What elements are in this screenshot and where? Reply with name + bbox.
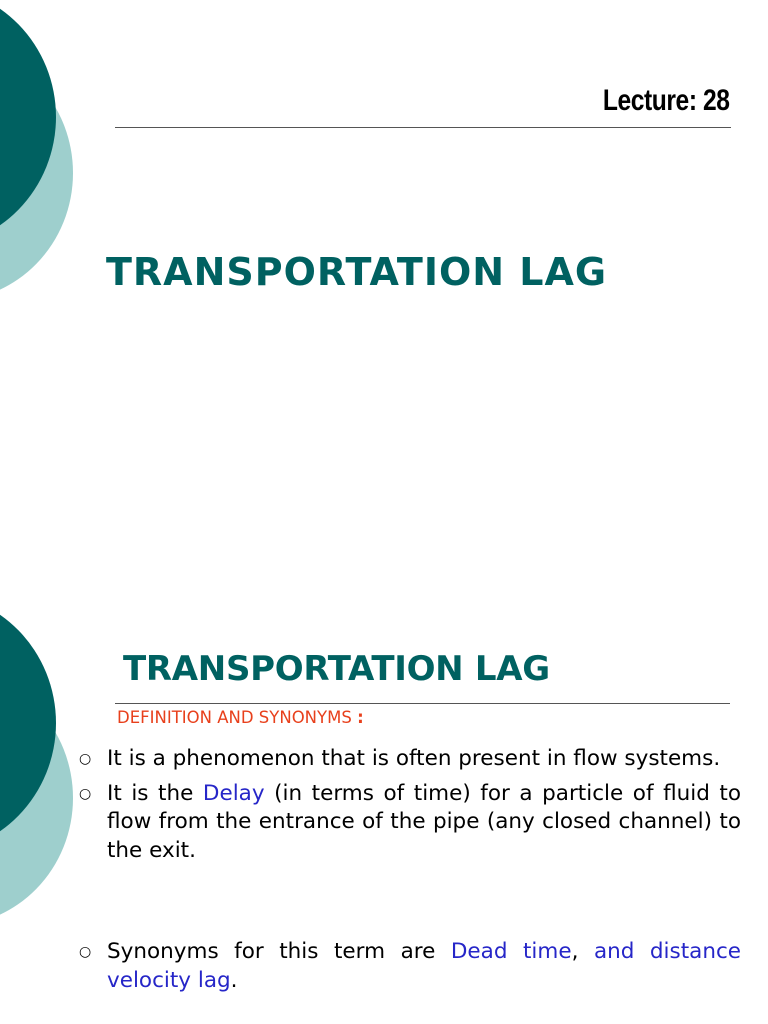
slide-title: TRANSPORTATION LAG [106, 250, 608, 294]
bullet-text-end: . [230, 967, 238, 993]
slide-definition [0, 512, 768, 1024]
list-item [76, 780, 741, 866]
title-divider [115, 703, 730, 704]
section-title: TRANSPORTATION LAG [123, 649, 550, 689]
bullet-circle-icon: ○ [79, 751, 92, 767]
highlight-term-delay: Delay [202, 780, 265, 806]
section-subtitle [117, 708, 364, 727]
list-item [76, 745, 741, 774]
header-divider [115, 127, 731, 128]
bullet-circle-icon: ○ [79, 785, 92, 802]
subtitle-text: DEFINITION AND SYNONYMS [117, 708, 352, 727]
bullet-text: Synonyms for this term are [107, 939, 451, 964]
definition-list [76, 745, 741, 995]
bullet-text: It is a phenomenon that is often present in flow systems. [107, 746, 721, 771]
bullet-text-continued: (in terms of time) for a particle of fluid to flow from the entrance of the pipe (any closed channel) to the exit. [107, 780, 741, 863]
subtitle-colon: : [357, 708, 364, 727]
bullet-text-separator: , [571, 939, 594, 964]
bullet-text: It is the [107, 780, 203, 806]
highlight-term-distance-velocity-lag: and distance velocity lag [107, 939, 742, 993]
highlight-term-dead-time: Dead time [450, 939, 572, 964]
lecture-number: Lecture: 28 [603, 84, 730, 117]
list-item [76, 938, 741, 995]
bullet-circle-icon: ○ [79, 944, 92, 960]
